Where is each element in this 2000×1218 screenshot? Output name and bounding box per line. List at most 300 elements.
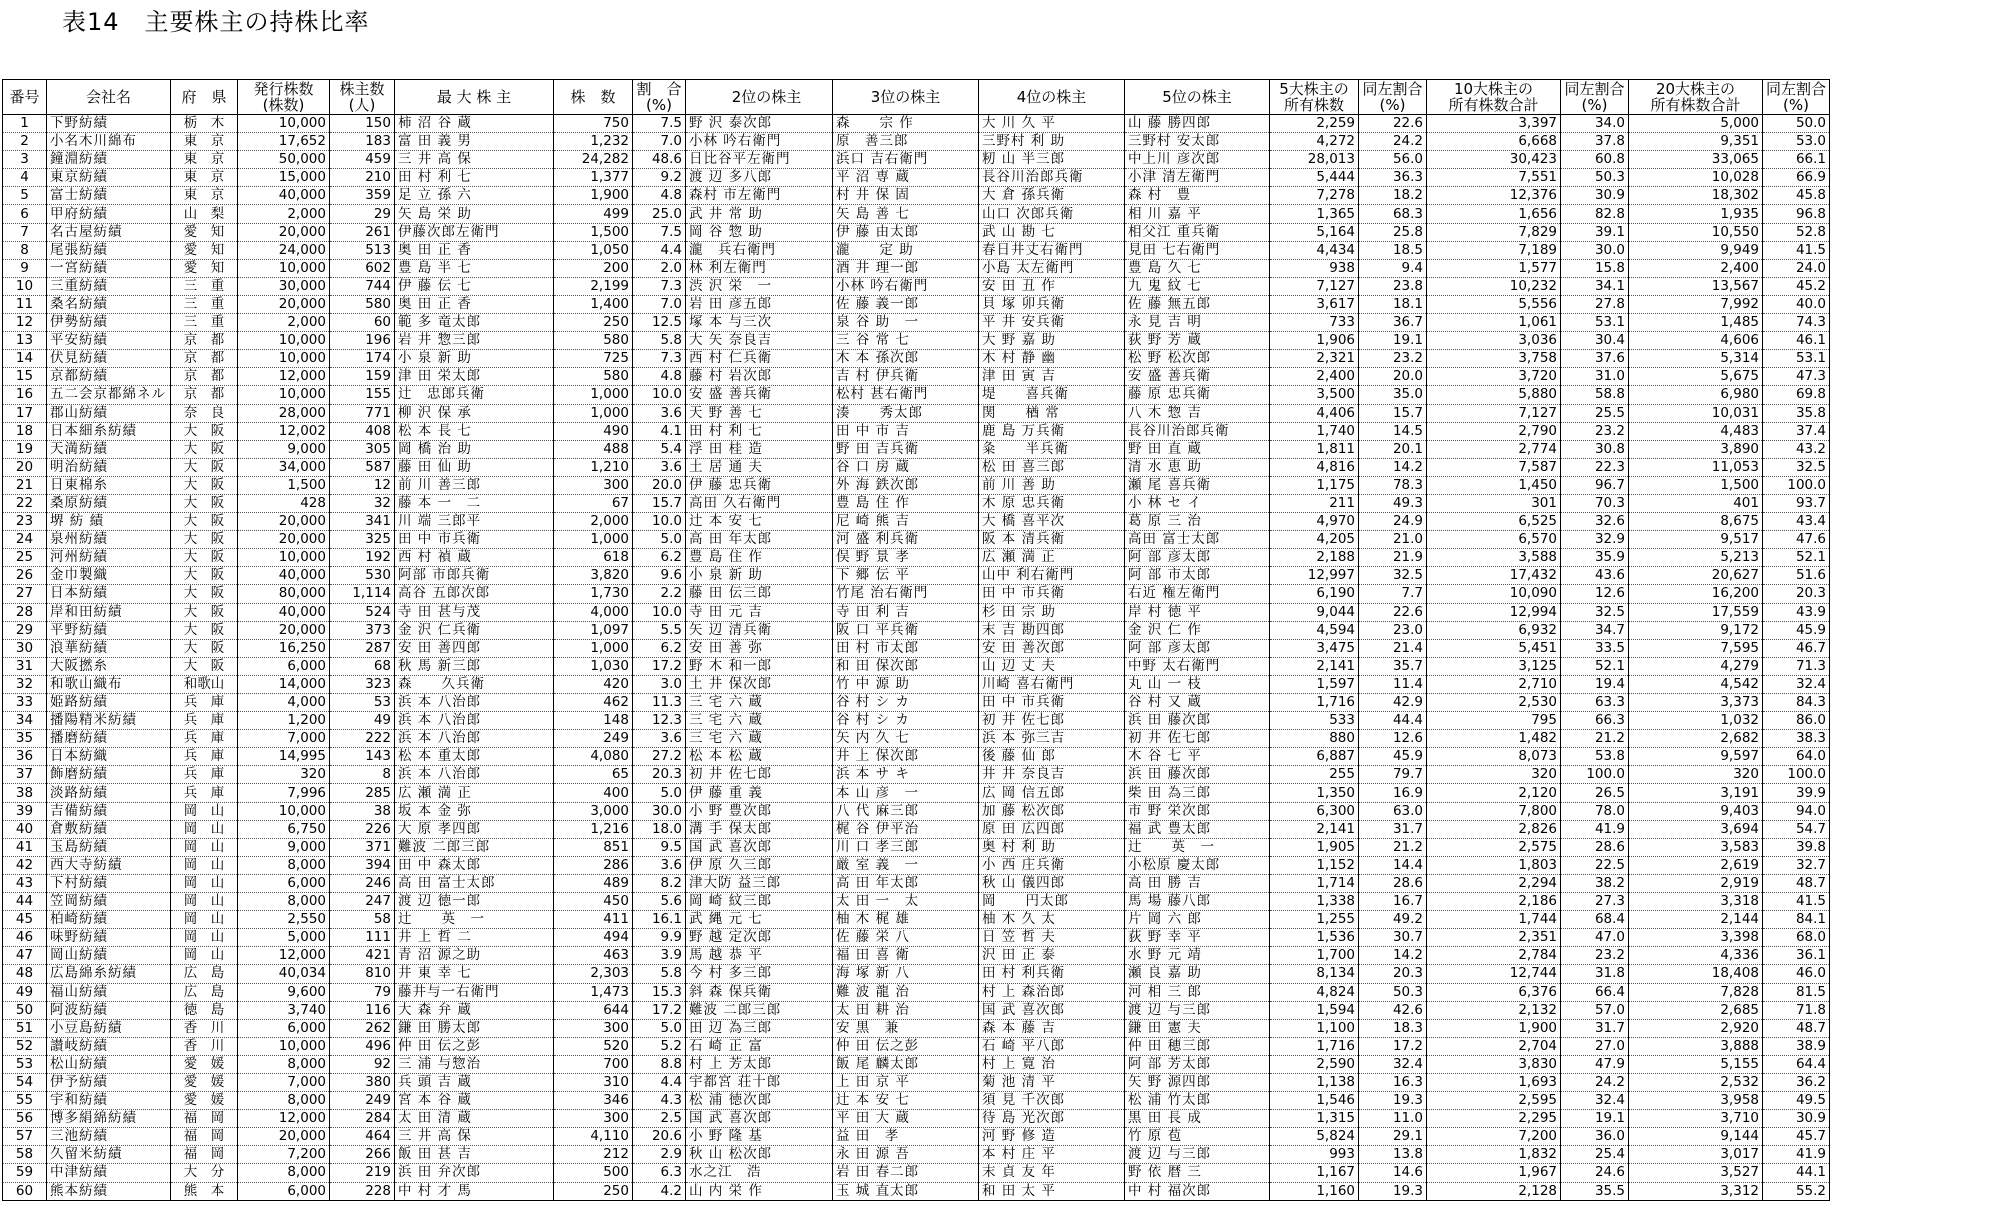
table-cell: 63.3: [1561, 694, 1629, 712]
table-cell: 平野紡績: [47, 621, 171, 639]
table-cell: 18,302: [1629, 187, 1763, 205]
table-cell: 32: [3, 675, 47, 693]
table-cell: 32.7: [1763, 856, 1830, 874]
table-cell: 初 井 佐七郎: [1125, 730, 1270, 748]
table-cell: 37.4: [1763, 422, 1830, 440]
table-cell: 4.1: [633, 422, 686, 440]
table-cell: 46.0: [1763, 965, 1830, 983]
table-cell: 三 谷 常 七: [833, 332, 979, 350]
table-cell: 2,704: [1427, 1037, 1561, 1055]
table-cell: 66.4: [1561, 983, 1629, 1001]
table-row: [3, 151, 1830, 169]
table-cell: 竹 原 苞: [1125, 1128, 1270, 1146]
table-cell: 1,315: [1270, 1110, 1359, 1128]
table-cell: 岡 谷 惣 助: [686, 223, 833, 241]
table-cell: 12,000: [238, 368, 330, 386]
table-cell: 渡 辺 与三郎: [1125, 1146, 1270, 1164]
table-cell: 片 岡 六 郎: [1125, 911, 1270, 929]
table-cell: 森村 市左衛門: [686, 187, 833, 205]
table-cell: 27.0: [1561, 1037, 1629, 1055]
table-cell: 今 村 多三郎: [686, 965, 833, 983]
table-cell: 66.1: [1763, 151, 1830, 169]
table-cell: 30.9: [1561, 187, 1629, 205]
table-cell: 宮 本 谷 蔵: [395, 1092, 554, 1110]
table-cell: 24.6: [1561, 1164, 1629, 1182]
table-cell: 43.2: [1763, 440, 1830, 458]
table-cell: 三 宅 六 蔵: [686, 730, 833, 748]
table-cell: 24.2: [1359, 133, 1427, 151]
table-row: [3, 1055, 1830, 1073]
table-cell: 50.3: [1561, 169, 1629, 187]
table-cell: 1,200: [238, 712, 330, 730]
table-cell: 野 越 定次郎: [686, 929, 833, 947]
table-cell: 23.0: [1359, 621, 1427, 639]
table-cell: 2,144: [1629, 911, 1763, 929]
table-cell: 阿 部 芳太郎: [1125, 1055, 1270, 1073]
table-cell: 5.2: [633, 1037, 686, 1055]
table-cell: 田 中 市兵衛: [395, 531, 554, 549]
table-cell: 岡 山: [171, 947, 238, 965]
table-cell: 2,295: [1427, 1110, 1561, 1128]
table-cell: 18.5: [1359, 241, 1427, 259]
table-cell: 10,000: [238, 350, 330, 368]
table-cell: 岡山紡績: [47, 947, 171, 965]
table-cell: 300: [554, 1019, 633, 1037]
table-cell: 浜 本 弥三吉: [979, 730, 1125, 748]
table-cell: 2,351: [1427, 929, 1561, 947]
table-cell: 18.1: [1359, 295, 1427, 313]
table-cell: 藤 田 仙 助: [395, 458, 554, 476]
table-cell: 松 本 松 蔵: [686, 748, 833, 766]
table-cell: 安 田 善四郎: [395, 639, 554, 657]
table-cell: 41.5: [1763, 241, 1830, 259]
table-cell: 15.7: [633, 494, 686, 512]
table-cell: 28: [3, 603, 47, 621]
table-cell: 兵 頭 吉 蔵: [395, 1073, 554, 1091]
table-row: [3, 1128, 1830, 1146]
table-cell: 4,594: [1270, 621, 1359, 639]
table-cell: 13.8: [1359, 1146, 1427, 1164]
table-row: [3, 295, 1830, 313]
table-cell: 小豆島紡績: [47, 1019, 171, 1037]
table-cell: 587: [330, 458, 395, 476]
table-cell: 24: [3, 531, 47, 549]
table-cell: 463: [554, 947, 633, 965]
table-cell: 14.5: [1359, 422, 1427, 440]
table-cell: 320: [238, 766, 330, 784]
table-cell: 12,376: [1427, 187, 1561, 205]
column-header: 2位の株主: [686, 80, 833, 115]
table-cell: 12,002: [238, 422, 330, 440]
table-cell: 5,314: [1629, 350, 1763, 368]
table-cell: 阿 部 彦太郎: [1125, 549, 1270, 567]
table-cell: 永 田 源 吾: [833, 1146, 979, 1164]
table-cell: 秋 馬 新三郎: [395, 657, 554, 675]
table-cell: 65: [554, 766, 633, 784]
table-cell: 安 田 善次郎: [979, 639, 1125, 657]
table-cell: 瀬 尾 喜兵衛: [1125, 476, 1270, 494]
table-cell: 4,483: [1629, 422, 1763, 440]
table-cell: 27.2: [633, 748, 686, 766]
table-cell: 中野 太右衛門: [1125, 657, 1270, 675]
table-row: [3, 856, 1830, 874]
table-cell: 323: [330, 675, 395, 693]
table-cell: 和 田 保次郎: [833, 657, 979, 675]
table-cell: 飯 田 甚 吉: [395, 1146, 554, 1164]
table-cell: 田 中 市兵衛: [979, 694, 1125, 712]
table-cell: 2,000: [238, 205, 330, 223]
table-cell: 渡 辺 多八郎: [686, 169, 833, 187]
table-cell: 1,744: [1427, 911, 1561, 929]
table-cell: 奈 良: [171, 404, 238, 422]
table-cell: 松 野 松次郎: [1125, 350, 1270, 368]
table-cell: 45.7: [1763, 1128, 1830, 1146]
table-cell: 1,700: [1270, 947, 1359, 965]
table-cell: 47.6: [1763, 531, 1830, 549]
table-cell: 田 村 利 七: [395, 169, 554, 187]
table-cell: 41.9: [1763, 1146, 1830, 1164]
table-cell: 三 井 高 保: [395, 1128, 554, 1146]
table-cell: 490: [554, 422, 633, 440]
table-cell: 香 川: [171, 1019, 238, 1037]
table-cell: 49.3: [1359, 494, 1427, 512]
table-cell: 奥 田 正 香: [395, 295, 554, 313]
table-cell: 1,935: [1629, 205, 1763, 223]
table-cell: 183: [330, 133, 395, 151]
table-cell: 401: [1629, 494, 1763, 512]
table-cell: 7,000: [238, 730, 330, 748]
table-cell: 田 辺 為三郎: [686, 1019, 833, 1037]
table-cell: 2: [3, 133, 47, 151]
table-cell: 西大寺紡績: [47, 856, 171, 874]
table-cell: 4,279: [1629, 657, 1763, 675]
table-cell: 東 京: [171, 169, 238, 187]
table-cell: 3,720: [1427, 368, 1561, 386]
table-cell: 9.9: [633, 929, 686, 947]
table-cell: 和歌山織布: [47, 675, 171, 693]
table-cell: 45.9: [1359, 748, 1427, 766]
table-cell: 2,186: [1427, 893, 1561, 911]
table-cell: 49.5: [1763, 1092, 1830, 1110]
table-cell: 9.5: [633, 838, 686, 856]
table-cell: 1,500: [554, 223, 633, 241]
table-cell: 46.7: [1763, 639, 1830, 657]
table-cell: 柚 木 梶 雄: [833, 911, 979, 929]
table-row: [3, 169, 1830, 187]
table-cell: 八 代 麻三郎: [833, 802, 979, 820]
table-cell: 3,890: [1629, 440, 1763, 458]
table-cell: 286: [554, 856, 633, 874]
table-cell: 40,034: [238, 965, 330, 983]
table-cell: 中津紡績: [47, 1164, 171, 1182]
table-cell: 33,065: [1629, 151, 1763, 169]
table-cell: 15.7: [1359, 404, 1427, 422]
table-cell: 16.3: [1359, 1073, 1427, 1091]
table-cell: 1,114: [330, 585, 395, 603]
table-cell: 1,138: [1270, 1073, 1359, 1091]
table-cell: 53: [330, 694, 395, 712]
table-cell: 300: [554, 1110, 633, 1128]
table-cell: 一宮紡績: [47, 259, 171, 277]
table-cell: 野 依 暦 三: [1125, 1164, 1270, 1182]
table-cell: 32.5: [1359, 567, 1427, 585]
table-cell: 29.1: [1359, 1128, 1427, 1146]
table-cell: 32.5: [1763, 458, 1830, 476]
table-cell: 尾張紡績: [47, 241, 171, 259]
table-cell: 6,570: [1427, 531, 1561, 549]
table-cell: 大 阪: [171, 549, 238, 567]
table-cell: 45.8: [1763, 187, 1830, 205]
table-row: [3, 494, 1830, 512]
table-cell: 46: [3, 929, 47, 947]
table-cell: 大 阪: [171, 476, 238, 494]
table-cell: 渡 辺 徳一郎: [395, 893, 554, 911]
table-cell: 155: [330, 386, 395, 404]
table-cell: 大 阪: [171, 458, 238, 476]
table-row: [3, 639, 1830, 657]
table-cell: 4,542: [1629, 675, 1763, 693]
table-cell: 12,000: [238, 1110, 330, 1128]
table-cell: 3.6: [633, 856, 686, 874]
table-cell: 日東棉糸: [47, 476, 171, 494]
table-cell: 9.2: [633, 169, 686, 187]
table-cell: 450: [554, 893, 633, 911]
table-cell: 長谷川治郎兵衛: [1125, 422, 1270, 440]
table-cell: 金 沢 仁兵衛: [395, 621, 554, 639]
table-cell: 梶 谷 伊平治: [833, 820, 979, 838]
table-cell: 30,423: [1427, 151, 1561, 169]
table-cell: 287: [330, 639, 395, 657]
table-cell: 山口 次郎兵衛: [979, 205, 1125, 223]
table-cell: 5,556: [1427, 295, 1561, 313]
table-cell: 1,000: [554, 531, 633, 549]
table-cell: 三 重: [171, 277, 238, 295]
table-cell: 64.0: [1763, 748, 1830, 766]
table-cell: 10,232: [1427, 277, 1561, 295]
table-cell: 938: [1270, 259, 1359, 277]
table-cell: 伊勢紡績: [47, 314, 171, 332]
table-cell: 大 阪: [171, 567, 238, 585]
table-cell: 421: [330, 947, 395, 965]
table-cell: 489: [554, 874, 633, 892]
table-cell: 22: [3, 494, 47, 512]
table-cell: 貝 塚 卯兵衛: [979, 295, 1125, 313]
table-cell: 小林 吟右衛門: [686, 133, 833, 151]
table-cell: 36.1: [1763, 947, 1830, 965]
table-cell: 堺 紡 績: [47, 513, 171, 531]
table-cell: 岡 山: [171, 911, 238, 929]
table-cell: 28,013: [1270, 151, 1359, 169]
table-cell: 32.9: [1561, 531, 1629, 549]
table-cell: 4,434: [1270, 241, 1359, 259]
table-cell: 16.9: [1359, 784, 1427, 802]
table-cell: 1,061: [1427, 314, 1561, 332]
table-cell: 20.3: [1359, 965, 1427, 983]
table-cell: 葛 原 三 治: [1125, 513, 1270, 531]
table-cell: 広 岡 信五郎: [979, 784, 1125, 802]
table-cell: 42.6: [1359, 1001, 1427, 1019]
table-cell: 4.3: [633, 1092, 686, 1110]
table-cell: 1,160: [1270, 1182, 1359, 1200]
table-row: [3, 223, 1830, 241]
table-cell: 39: [3, 802, 47, 820]
table-cell: 6.2: [633, 639, 686, 657]
table-cell: 94.0: [1763, 802, 1830, 820]
table-cell: 小林 吟右衛門: [833, 277, 979, 295]
table-cell: 矢 島 善 七: [833, 205, 979, 223]
table-cell: 高谷 五郎次郎: [395, 585, 554, 603]
table-cell: 7,551: [1427, 169, 1561, 187]
table-cell: 1,338: [1270, 893, 1359, 911]
table-cell: 14.6: [1359, 1164, 1427, 1182]
table-cell: 1,500: [1629, 476, 1763, 494]
table-cell: 三重紡績: [47, 277, 171, 295]
table-cell: 日比谷平左衛門: [686, 151, 833, 169]
table-row: [3, 1073, 1830, 1091]
table-cell: 31.7: [1359, 820, 1427, 838]
table-cell: 53.8: [1561, 748, 1629, 766]
table-cell: 黒 田 長 成: [1125, 1110, 1270, 1128]
table-cell: 後 藤 仙 郎: [979, 748, 1125, 766]
table-cell: 33: [3, 694, 47, 712]
table-cell: 日本細糸紡績: [47, 422, 171, 440]
table-row: [3, 440, 1830, 458]
table-cell: 国 武 喜次郎: [686, 1110, 833, 1128]
table-row: [3, 404, 1830, 422]
table-cell: 東 京: [171, 133, 238, 151]
table-cell: 17,432: [1427, 567, 1561, 585]
table-cell: 285: [330, 784, 395, 802]
table-cell: 10,000: [238, 332, 330, 350]
table-cell: 58: [3, 1146, 47, 1164]
table-cell: 山 藤 勝四郎: [1125, 115, 1270, 133]
table-cell: 藤 本 一 二: [395, 494, 554, 512]
table-cell: 31: [3, 657, 47, 675]
table-cell: 84.3: [1763, 694, 1830, 712]
table-cell: 1,000: [554, 404, 633, 422]
table-cell: 380: [330, 1073, 395, 1091]
table-cell: 姫路紡績: [47, 694, 171, 712]
table-cell: 岡 山: [171, 820, 238, 838]
table-cell: 豊 島 住 作: [833, 494, 979, 512]
table-cell: 2,400: [1270, 368, 1359, 386]
table-cell: 4.4: [633, 1073, 686, 1091]
table-cell: 2,303: [554, 965, 633, 983]
table-cell: 矢 野 源四郎: [1125, 1073, 1270, 1091]
table-cell: 300: [554, 476, 633, 494]
table-cell: 1,377: [554, 169, 633, 187]
table-row: [3, 187, 1830, 205]
table-cell: 32.5: [1561, 603, 1629, 621]
column-header: 割 合 (%): [633, 80, 686, 115]
table-cell: 25.5: [1561, 404, 1629, 422]
table-cell: 大 阪: [171, 531, 238, 549]
table-row: [3, 115, 1830, 133]
table-cell: 43: [3, 874, 47, 892]
table-cell: 宇都宮 荘十郎: [686, 1073, 833, 1091]
page-title: 表14 主要株主の持株比率: [62, 8, 370, 36]
table-cell: 12.5: [633, 314, 686, 332]
table-cell: 32.4: [1561, 1092, 1629, 1110]
table-cell: 大 阪: [171, 494, 238, 512]
table-cell: 40,000: [238, 567, 330, 585]
table-cell: 27: [3, 585, 47, 603]
table-cell: 341: [330, 513, 395, 531]
table-cell: 3,397: [1427, 115, 1561, 133]
table-cell: 3,830: [1427, 1055, 1561, 1073]
table-cell: 411: [554, 911, 633, 929]
table-cell: 外 海 鉄次郎: [833, 476, 979, 494]
table-row: [3, 784, 1830, 802]
table-cell: 河 野 修 造: [979, 1128, 1125, 1146]
table-cell: 1,536: [1270, 929, 1359, 947]
table-cell: 8: [330, 766, 395, 784]
table-cell: 20: [3, 458, 47, 476]
table-cell: 37.6: [1561, 350, 1629, 368]
table-cell: 20.3: [1763, 585, 1830, 603]
table-cell: 東 京: [171, 187, 238, 205]
table-cell: 851: [554, 838, 633, 856]
table-row: [3, 567, 1830, 585]
table-cell: 34.1: [1561, 277, 1629, 295]
table-cell: 2,919: [1629, 874, 1763, 892]
table-cell: 30.0: [633, 802, 686, 820]
table-cell: 40.0: [1763, 295, 1830, 313]
table-cell: 60: [3, 1182, 47, 1200]
table-cell: 辻 本 安 七: [833, 1092, 979, 1110]
table-cell: 9,000: [238, 440, 330, 458]
table-cell: 谷 村 又 蔵: [1125, 694, 1270, 712]
table-cell: 竹 中 源 助: [833, 675, 979, 693]
table-cell: 9,597: [1629, 748, 1763, 766]
table-cell: 6,887: [1270, 748, 1359, 766]
table-cell: 602: [330, 259, 395, 277]
table-row: [3, 585, 1830, 603]
table-cell: 20.6: [633, 1128, 686, 1146]
table-cell: 1,473: [554, 983, 633, 1001]
table-cell: 26: [3, 567, 47, 585]
table-cell: 柳 沢 保 承: [395, 404, 554, 422]
table-cell: 59: [3, 1164, 47, 1182]
table-cell: 川 端 三郎平: [395, 513, 554, 531]
table-cell: 加 藤 松次郎: [979, 802, 1125, 820]
table-cell: 7.3: [633, 350, 686, 368]
table-cell: 222: [330, 730, 395, 748]
table-cell: 6.2: [633, 549, 686, 567]
table-cell: 原 田 広四郎: [979, 820, 1125, 838]
table-cell: 矢 内 久 七: [833, 730, 979, 748]
table-cell: 320: [1427, 766, 1561, 784]
table-cell: 藤 村 岩次郎: [686, 368, 833, 386]
table-cell: 15.3: [633, 983, 686, 1001]
table-cell: 246: [330, 874, 395, 892]
table-cell: 20.1: [1359, 440, 1427, 458]
table-cell: 阿 部 彦太郎: [1125, 639, 1270, 657]
table-cell: 22.5: [1561, 856, 1629, 874]
table-cell: 2,682: [1629, 730, 1763, 748]
table-cell: 藤 原 忠兵衛: [1125, 386, 1270, 404]
table-cell: 村 井 保 固: [833, 187, 979, 205]
table-cell: 30.8: [1561, 440, 1629, 458]
table-cell: 粂 半兵衛: [979, 440, 1125, 458]
table-cell: 10,090: [1427, 585, 1561, 603]
table-cell: 17: [3, 404, 47, 422]
table-cell: 鎌 田 憲 夫: [1125, 1019, 1270, 1037]
table-cell: 580: [330, 295, 395, 313]
table-cell: 伊予紡績: [47, 1073, 171, 1091]
table-cell: 阪 口 平兵衛: [833, 621, 979, 639]
table-cell: 大 原 孝四郎: [395, 820, 554, 838]
